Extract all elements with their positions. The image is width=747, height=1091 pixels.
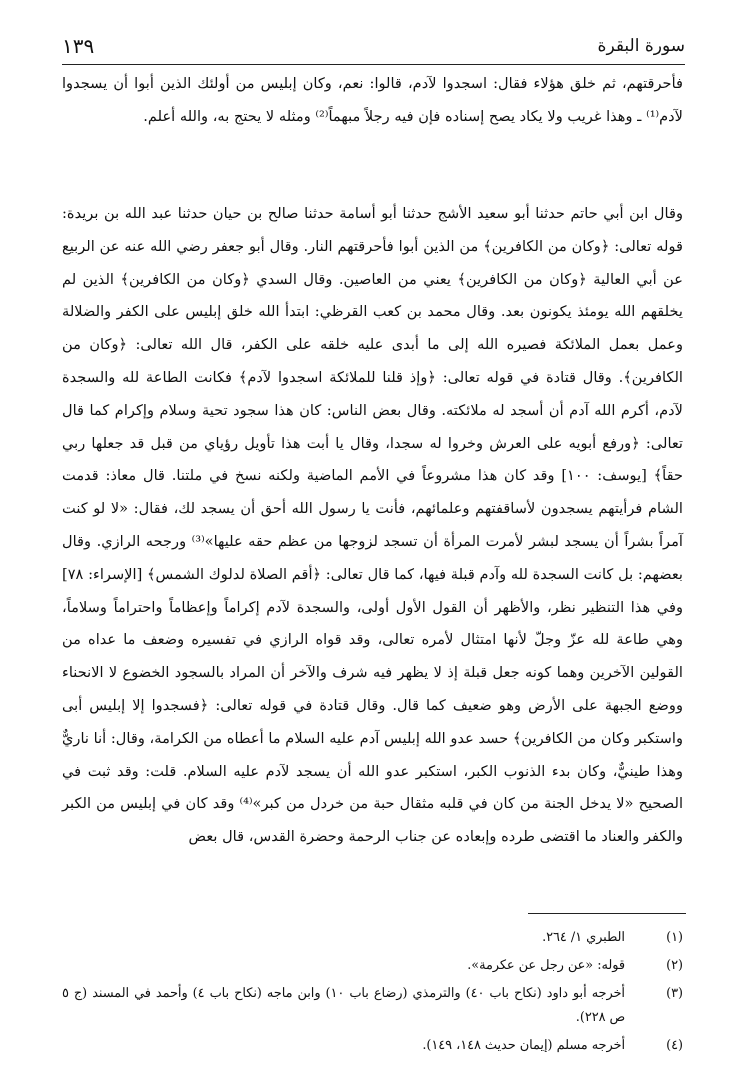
footnote-text: أخرجه أبو داود (نكاح باب ٤٠) والترمذي (رضاع باب ١٠) وابن ماجه (نكاح باب ٤) وأحمد في المسند (ج ٥ ص ٢٢٨). <box>62 986 625 1025</box>
footnote-text: الطبري ١/ ٢٦٤. <box>542 930 625 945</box>
footnote-3 <box>62 982 683 1030</box>
footnote-text: أخرجه مسلم (إيمان حديث ١٤٨، ١٤٩). <box>422 1038 625 1053</box>
body-paragraph-1: فأحرقتهم، ثم خلق هؤلاء فقال: اسجدوا لآدم، قالوا: نعم، وكان إبليس من أولئك الذين أبوا أن يسجدوا لآدم⁽¹⁾ ـ وهذا غريب ولا يكاد يصح إسناده فإن فيه رجلاً مبهماً⁽²⁾ ومثله لا يحتج به، والله أعلم. <box>62 75 683 125</box>
footnote-1 <box>62 926 683 950</box>
footnote-text: قوله: «عن رجل عن عكرمة». <box>467 958 625 973</box>
footnote-4 <box>62 1034 683 1058</box>
footnote-2 <box>62 954 683 978</box>
page-header <box>62 34 685 64</box>
footnotes <box>62 926 683 1062</box>
footnote-number: (٢) <box>666 958 683 973</box>
footnote-number: (٣) <box>666 986 683 1001</box>
surah-title: سورة البقرة <box>597 36 685 56</box>
footnote-number: (٤) <box>666 1038 683 1053</box>
page-number: ١٣٩ <box>62 34 95 58</box>
body-paragraph-2: وقال ابن أبي حاتم حدثنا أبو سعيد الأشج حدثنا أبو أسامة حدثنا صالح بن حيان حدثنا عبد الله بن بريدة: قوله تعالى: ﴿وكان من الكافرين﴾ من الذين أبوا فأحرقتهم النار. وقال أبو جعفر رضي الله عنه عن الربيع عن أبي العالية ﴿وكان من الكافرين﴾ يعني من العاصين. وقال السدي ﴿وكان من الكافرين﴾ الذين لم يخلقهم الله يومئذ يكونون بعد. وقال محمد بن كعب القرظي: ابتدأ الله خلق إبليس على الكفر والضلالة وعمل بعمل الملائكة فصيره الله إلى ما أبدى عليه خلقه على الكفر، قال الله تعالى: ﴿وكان من الكافرين﴾. وقال قتادة في قوله تعالى: ﴿وإذ قلنا للملائكة اسجدوا لآدم﴾ فكانت الطاعة لله والسجدة لآدم، أكرم الله آدم أن أسجد له ملائكته. وقال بعض الناس: كان هذا سجود تحية وسلام وإكرام كما قال تعالى: ﴿ورفع أبويه على العرش وخروا له سجدا، وقال يا أبت هذا تأويل رؤياي من قبل قد جعلها ربي حقاً﴾ [يوسف: ١٠٠] وقد كان هذا مشروعاً في الأمم الماضية ولكنه نسخ في ملتنا. قال معاذ: قدمت الشام فرأيتهم يسجدون لأساقفتهم وعلمائهم، فأنت يا رسول الله أحق أن يسجد لك، فقال: «لا لو كنت آمراً بشراً أن يسجد لبشر لأمرت المرأة أن تسجد لزوجها من عظم حقه عليها»⁽³⁾ ورجحه الرازي. وقال بعضهم: بل كانت السجدة لله وآدم قبلة فيها، كما قال تعالى: ﴿أقم الصلاة لدلوك الشمس﴾ [الإسراء: ٧٨] وفي هذا التنظير نظر، والأظهر أن القول الأول أولى، والسجدة لآدم إكراماً وإعظاماً واحتراماً وسلاماً، وهي طاعة لله عزّ وجلّ لأنها امتثال لأمره تعالى، وقد قواه الرازي في تفسيره وضعف ما عداه من القولين الآخرين وهما كونه جعل قبلة إذ لا يظهر فيه شرف والآخر أن المراد بالسجود الخضوع لا الانحناء ووضع الجبهة على الأرض وهو ضعيف كما قال. وقال قتادة في قوله تعالى: ﴿فسجدوا إلا إبليس أبى واستكبر وكان من الكافرين﴾ حسد عدو الله إبليس آدم عليه السلام ما أعطاه من الكرامة، وقال: أنا ناريٌّ وهذا طينيٌّ، وكان بدء الذنوب الكبر، استكبر عدو الله أن يسجد لآدم عليه السلام. قلت: وقد ثبت في الصحيح «لا يدخل الجنة من كان في قلبه مثقال حبة من خردل من كبر»⁽⁴⁾ وقد كان في إبليس من الكبر والكفر والعناد ما اقتضى طرده وإبعاده عن جناب الرحمة وحضرة القدس، قال بعض <box>62 205 683 846</box>
header-divider <box>62 64 685 65</box>
footnote-number: (١) <box>666 930 683 945</box>
footnote-divider <box>528 913 686 914</box>
